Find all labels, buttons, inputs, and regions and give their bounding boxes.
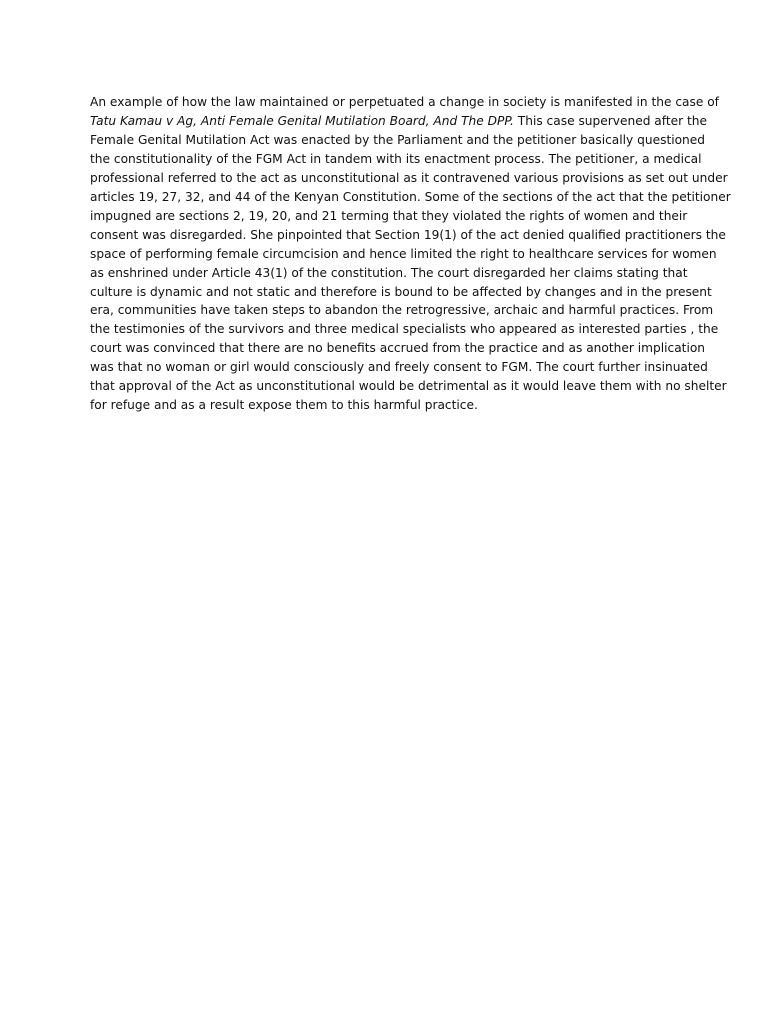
text-segment: culture is dynamic and not static and therefore is bound to be affected by changes and in the present xyxy=(90,284,712,299)
text-line xyxy=(90,283,712,302)
text-segment: impugned are sections 2, 19, 20, and 21 terming that they violated the rights of women and their xyxy=(90,208,688,223)
text-segment: the constitutionality of the FGM Act in tandem with its enactment process. The petitioner, a medical xyxy=(90,151,702,166)
text-segment: professional referred to the act as unconstitutional as it contravened various provisions as set out under xyxy=(90,170,728,185)
text-line xyxy=(90,226,726,245)
text-line xyxy=(90,131,706,150)
text-segment: for refuge and as a result expose them to this harmful practice. xyxy=(90,398,478,413)
text-segment: space of performing female circumcision and hence limited the right to healthcare services for women xyxy=(90,246,717,261)
text-segment: that approval of the Act as unconstitutional would be detrimental as it would leave them with no shelter xyxy=(90,379,727,394)
text-line xyxy=(90,93,719,112)
text-segment: era, communities have taken steps to abandon the retrogressive, archaic and harmful practices. From xyxy=(90,303,714,318)
text-segment: consent was disregarded. She pinpointed that Section 19(1) of the act denied qualified practitioners the xyxy=(90,227,726,242)
text-line xyxy=(90,301,714,320)
text-line xyxy=(90,188,731,207)
body-paragraph xyxy=(90,93,731,415)
text-line xyxy=(90,377,727,396)
text-segment: This case supervened after the xyxy=(513,113,708,128)
text-segment: as enshrined under Article 43(1) of the constitution. The court disregarded her claims stating that xyxy=(90,265,688,280)
text-segment: court was convinced that there are no benefits accrued from the practice and as another implication xyxy=(90,341,706,356)
text-segment: the testimonies of the survivors and three medical specialists who appeared as interested parties , the xyxy=(90,322,719,337)
text-line xyxy=(90,150,702,169)
text-line xyxy=(90,112,708,131)
text-line xyxy=(90,207,690,226)
text-line xyxy=(90,245,717,264)
text-segment: articles 19, 27, 32, and 44 of the Kenyan Constitution. Some of the sections of the act that the petitioner xyxy=(90,189,731,204)
text-segment: was that no woman or girl would consciously and freely consent to FGM. The court further insinuated xyxy=(90,360,708,375)
text-line xyxy=(90,320,719,339)
text-line xyxy=(90,339,706,358)
text-line xyxy=(90,169,728,188)
text-line xyxy=(90,264,690,283)
text-line xyxy=(90,358,708,377)
text-line xyxy=(90,396,690,415)
text-segment: Female Genital Mutilation Act was enacted by the Parliament and the petitioner basically questioned xyxy=(90,132,706,147)
text-segment: An example of how the law maintained or perpetuated a change in society is manifested in the case of xyxy=(90,95,719,109)
case-citation-italic: Tatu Kamau v Ag, Anti Female Genital Mutilation Board, And The DPP. xyxy=(90,113,514,128)
